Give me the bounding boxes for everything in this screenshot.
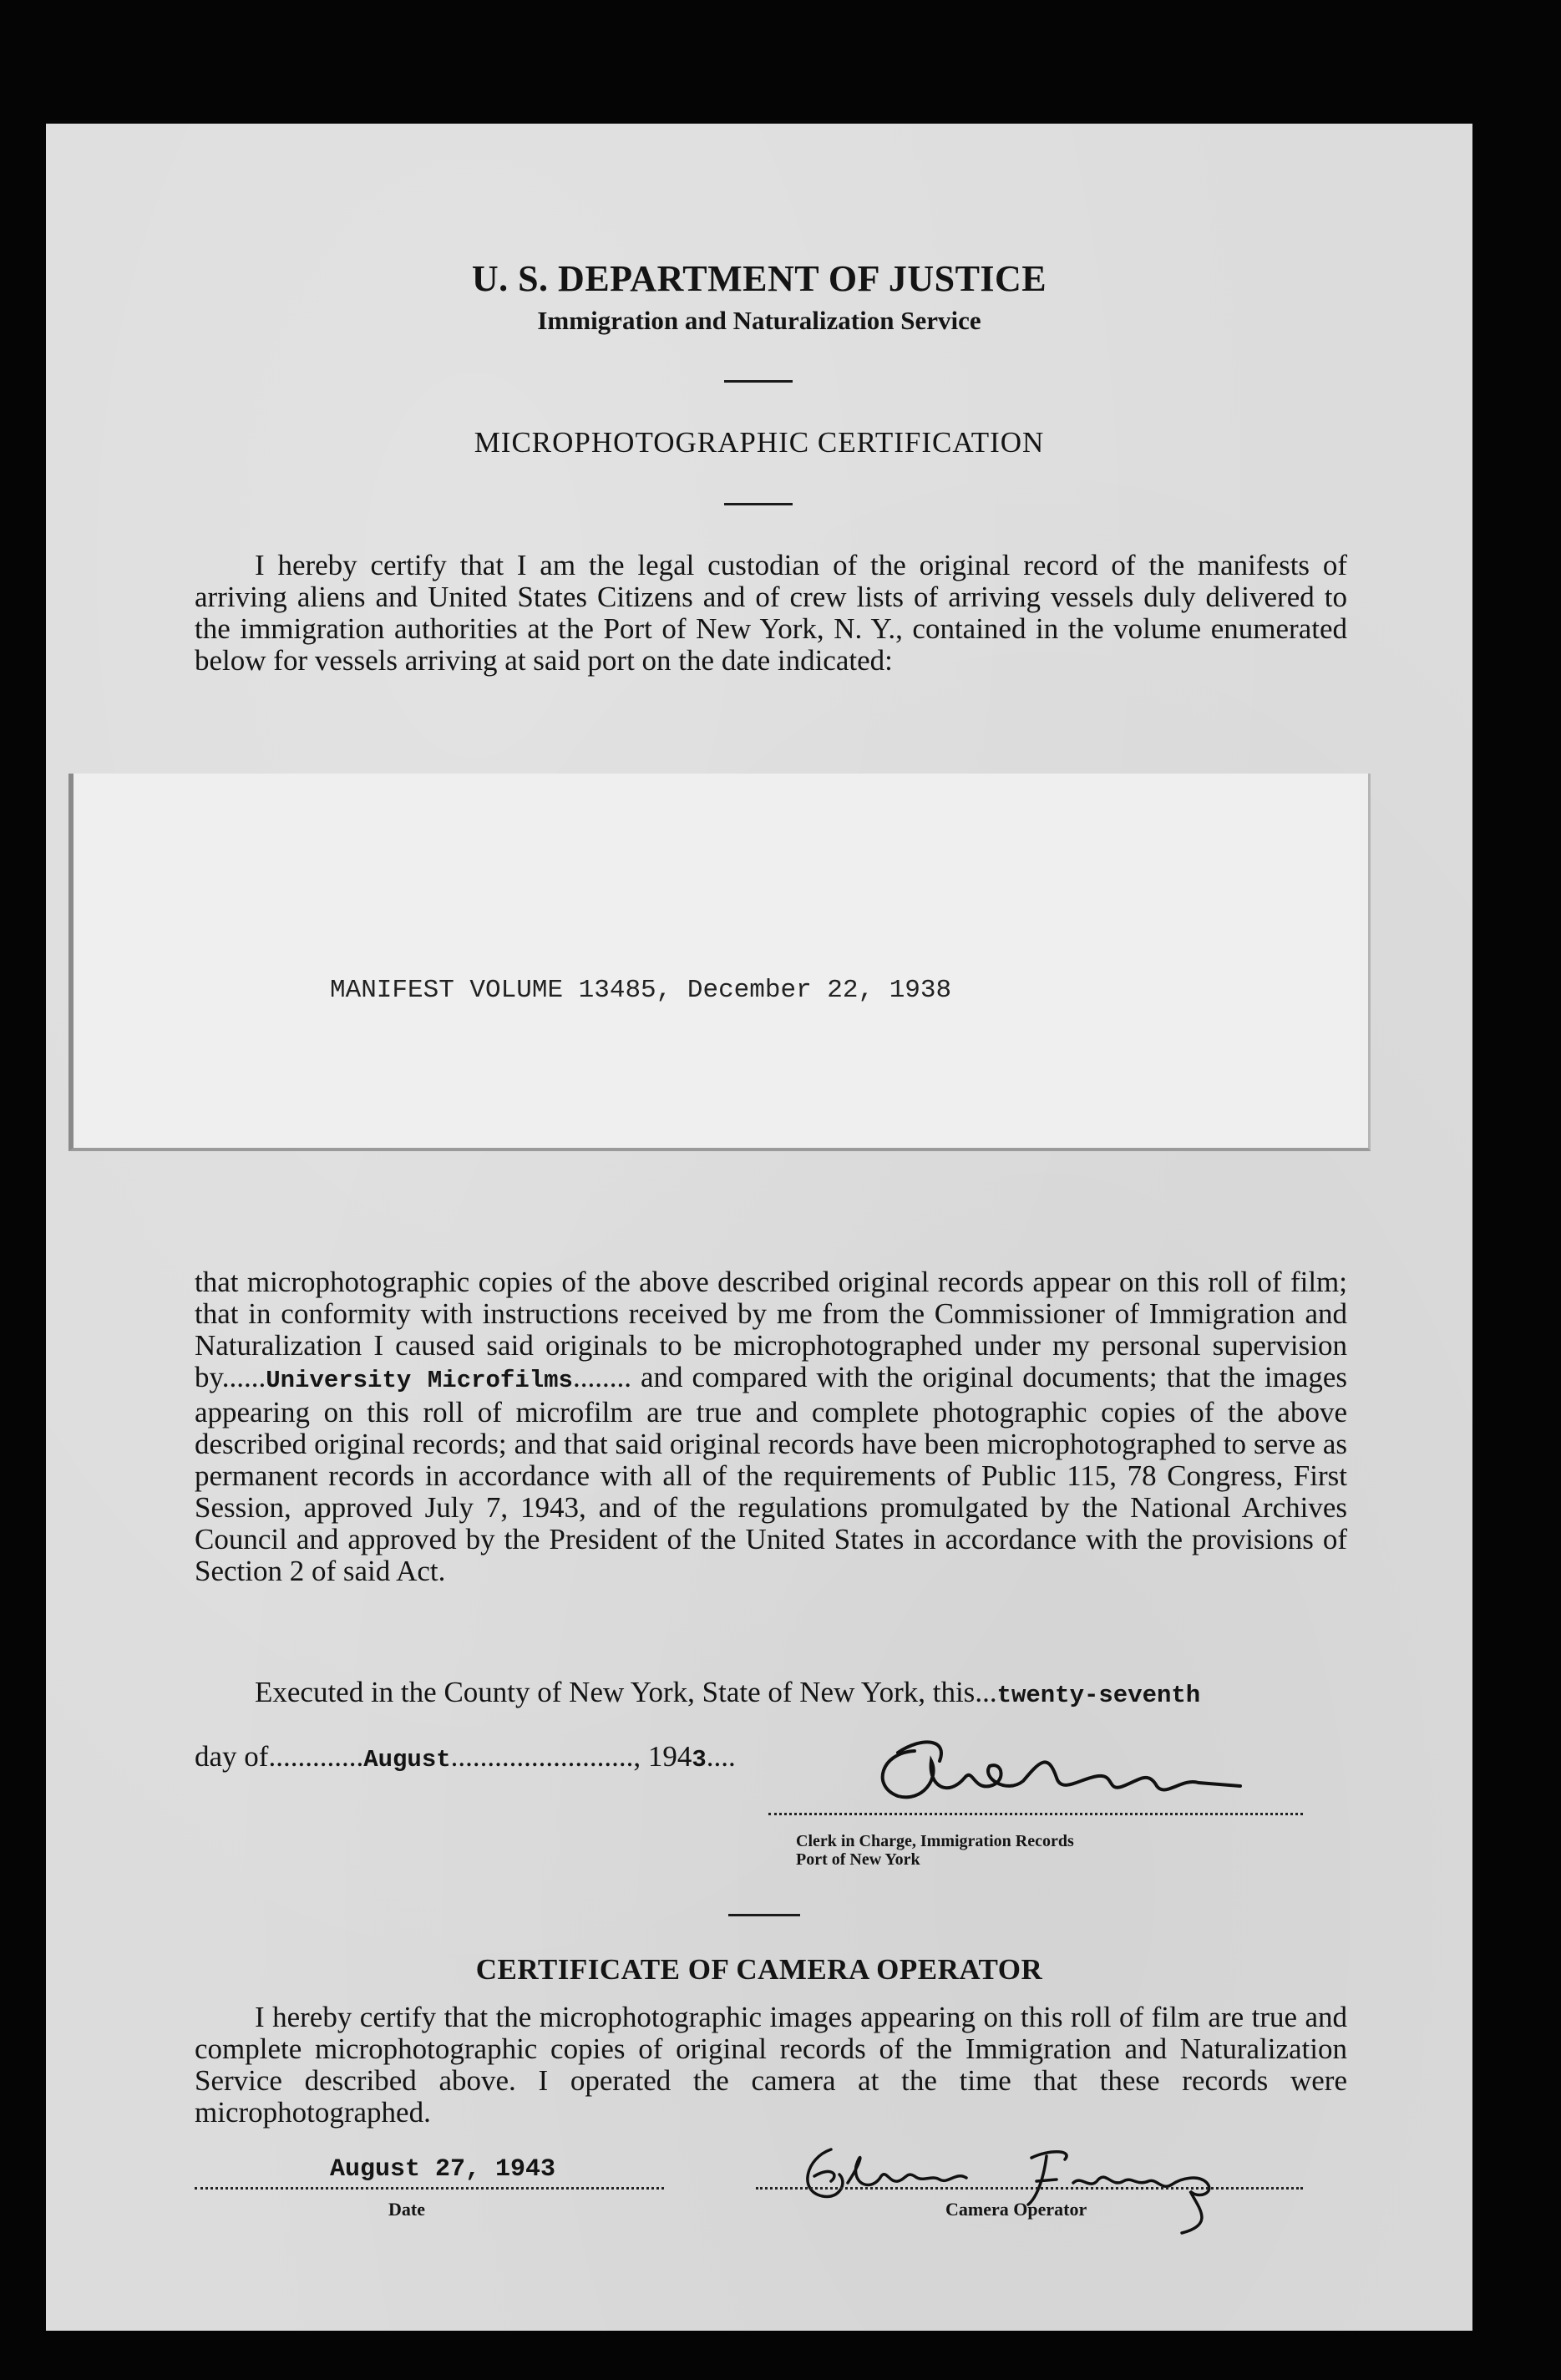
body-paragraph xyxy=(195,1266,1347,1587)
body-paragraph-end: and compared with the original documents; that the images appearing on this roll of microfilm are true and complete photographic copies of the above described original records; and that said original records have been microphotographed to serve as permanent records in accordance with all of the requirements of Public 115, 78 Congress, First Session, approved July 7, 1943, and of the regulations promulgated by the National Archives Council and approved by the President of the United States in accordance with the provisions of Section 2 of said Act. xyxy=(195,1361,1348,1587)
manifest-volume-text: MANIFEST VOLUME 13485, December 22, 1938 xyxy=(330,976,952,1005)
clerk-caption xyxy=(796,1832,1074,1869)
clerk-title: Clerk in Charge, Immigration Records xyxy=(796,1832,1074,1850)
execution-line: Executed in the County of New York, State of New York, this...twenty-seventh xyxy=(255,1676,1201,1709)
department-heading: U. S. DEPARTMENT OF JUSTICE xyxy=(471,258,1047,299)
day-of-line: day of.............August........................., 1943.... xyxy=(195,1740,736,1774)
divider-top xyxy=(724,380,793,383)
certificate-page xyxy=(46,124,1472,2331)
service-subheading: Immigration and Naturalization Service xyxy=(537,306,981,335)
operator-date-fill: August 27, 1943 xyxy=(330,2155,556,2184)
body-paragraph-start: that microphotographic copies of the above described original records appear on this roll of film; that in conformity with instructions received by me from the Commissioner of Immigration and Naturalization I caused said originals to be microphotographed under my personal supervision by xyxy=(195,1266,1347,1393)
clerk-signature-line xyxy=(768,1813,1303,1815)
dotted-leader: ........ xyxy=(572,1361,631,1393)
intro-paragraph: I hereby certify that I am the legal custodian of the original record of the manifests of arriving aliens and United States Citizens and of crew lists of arriving vessels duly delivered to the immigration authorities at the Port of New York, N. Y., contained in the volume enumerated below for vessels arriving at said port on the date indicated: xyxy=(195,549,1347,677)
operator-signature-line xyxy=(756,2187,1303,2190)
clerk-office: Port of New York xyxy=(796,1850,920,1869)
year-digit-fill: 3 xyxy=(692,1746,707,1774)
date-line xyxy=(195,2187,664,2190)
camera-certificate-paragraph: I hereby certify that the microphotographic images appearing on this roll of film are true and complete microphotographic copies of original records of the Immigration and Naturalization Service described above. I operated the camera at the time that these records were microphotographed. xyxy=(195,2001,1347,2129)
dotted-leader: ...... xyxy=(221,1361,266,1393)
divider-middle xyxy=(724,503,793,505)
divider-bottom xyxy=(728,1914,800,1916)
year-prefix: , 194 xyxy=(633,1740,692,1773)
execution-day-fill: twenty-seventh xyxy=(996,1682,1201,1709)
operator-label: Camera Operator xyxy=(945,2199,1087,2220)
date-label: Date xyxy=(388,2199,425,2220)
form-title: MICROPHOTOGRAPHIC CERTIFICATION xyxy=(474,426,1045,459)
day-of-label: day of xyxy=(195,1740,269,1773)
photographer-fill: University Microfilms xyxy=(266,1367,573,1394)
execution-prefix: Executed in the County of New York, State of New York, this xyxy=(255,1676,976,1708)
execution-month-fill: August xyxy=(363,1746,451,1774)
clerk-signature-image xyxy=(848,1728,1299,1819)
camera-certificate-title: CERTIFICATE OF CAMERA OPERATOR xyxy=(475,1953,1043,1986)
volume-box xyxy=(68,774,1371,1151)
